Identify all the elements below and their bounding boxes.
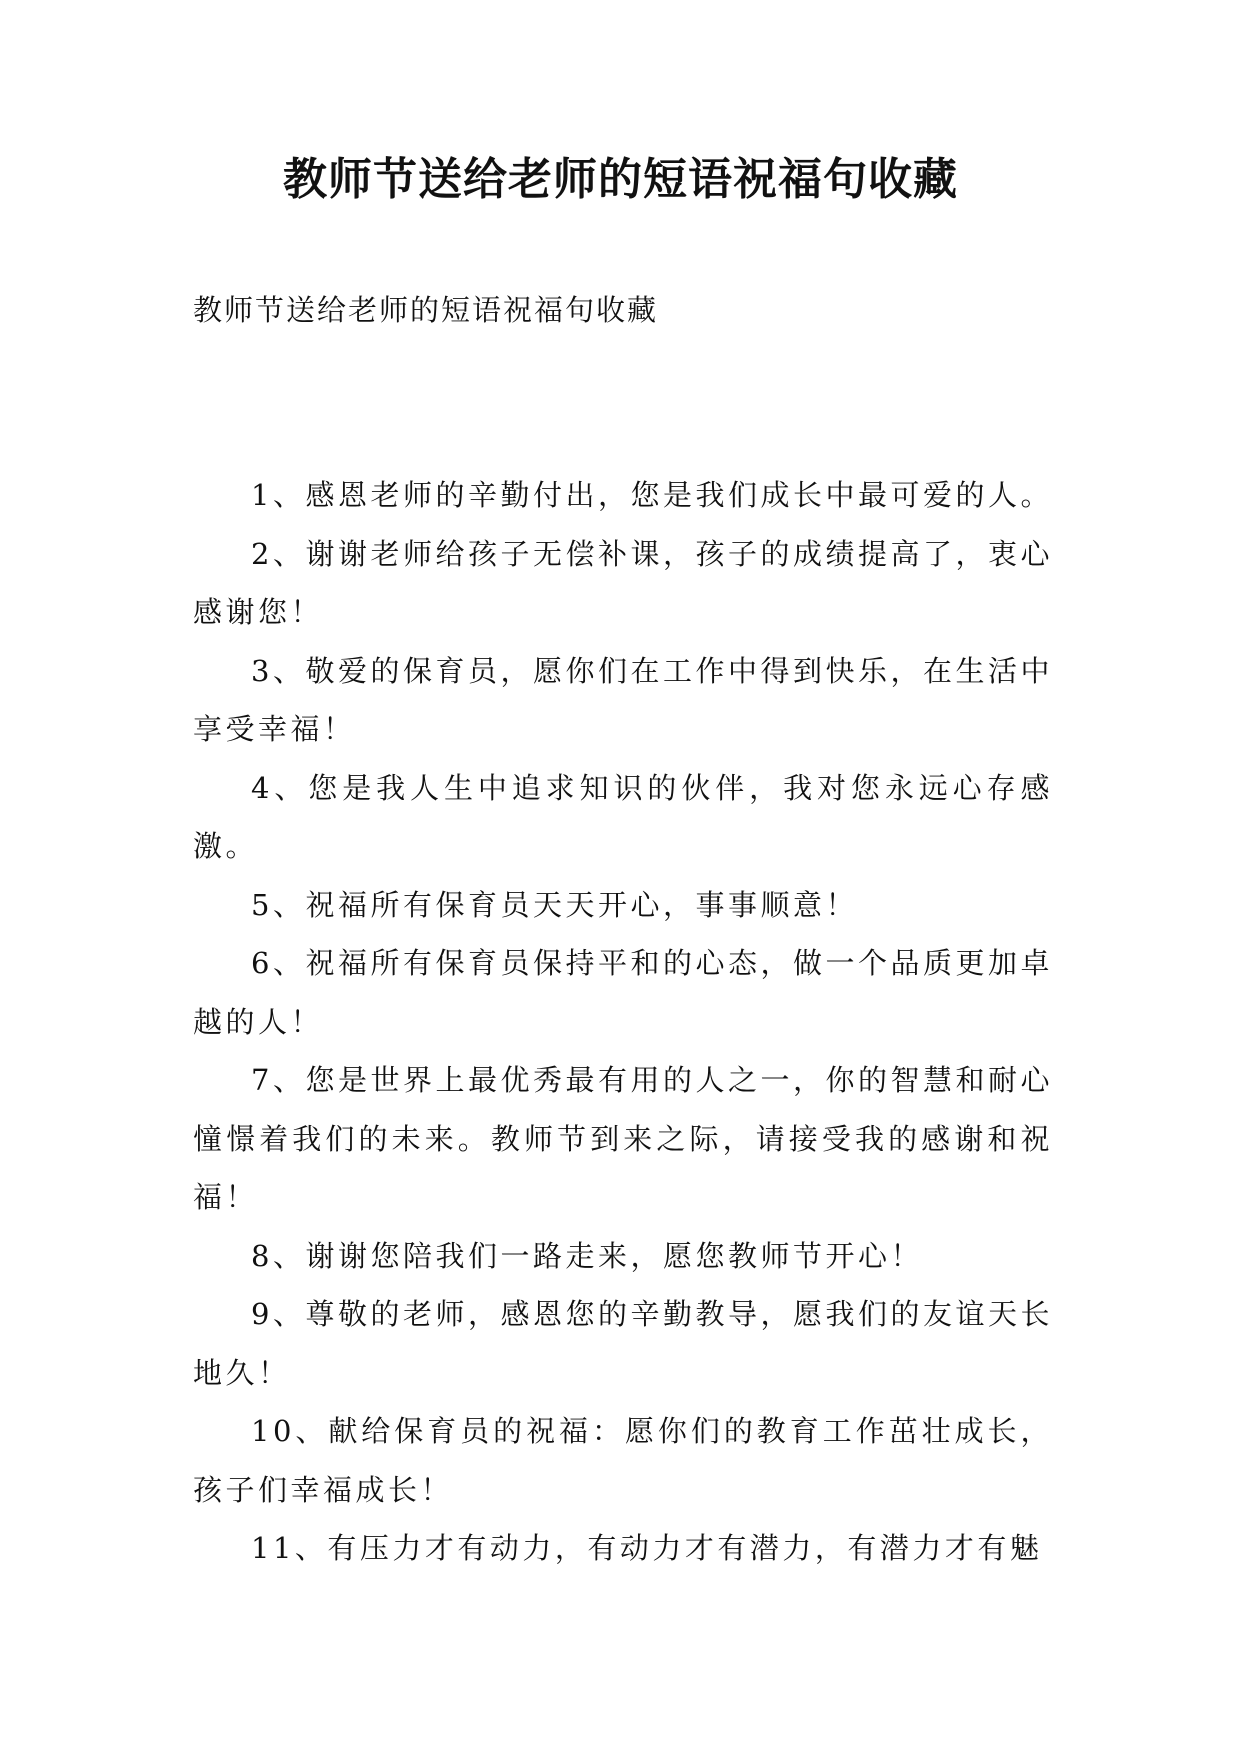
paragraph-10: 10、献给保育员的祝福：愿你们的教育工作茁壮成长，孩子们幸福成长！ <box>193 1414 1053 1507</box>
document-subtitle: 教师节送给老师的短语祝福句收藏 <box>193 293 659 327</box>
paragraph-8: 8、谢谢您陪我们一路走来，愿您教师节开心！ <box>251 1238 923 1273</box>
paragraph-3: 3、敬爱的保育员，愿你们在工作中得到快乐，在生活中享受幸福！ <box>193 653 1053 746</box>
paragraph-9: 9、尊敬的老师，感恩您的辛勤教导，愿我们的友谊天长地久！ <box>193 1297 1053 1390</box>
document-body <box>193 466 1053 1578</box>
paragraph-11: 11、有压力才有动力，有动力才有潜力，有潜力才有魅 <box>251 1531 1043 1565</box>
paragraph-2: 2、谢谢老师给孩子无偿补课，孩子的成绩提高了，衷心感谢您！ <box>193 536 1053 629</box>
paragraph-5: 5、祝福所有保育员天天开心，事事顺意！ <box>251 887 858 922</box>
paragraph-1: 1、感恩老师的辛勤付出，您是我们成长中最可爱的人。 <box>251 478 1053 512</box>
document-title: 教师节送给老师的短语祝福句收藏 <box>283 154 958 205</box>
paragraph-6: 6、祝福所有保育员保持平和的心态，做一个品质更加卓越的人！ <box>193 946 1053 1039</box>
paragraph-4: 4、您是我人生中追求知识的伙伴，我对您永远心存感激。 <box>193 770 1053 863</box>
paragraph-7: 7、您是世界上最优秀最有用的人之一，你的智慧和耐心憧憬着我们的未来。教师节到来之际，请接受我的感谢和祝福！ <box>193 1063 1053 1214</box>
